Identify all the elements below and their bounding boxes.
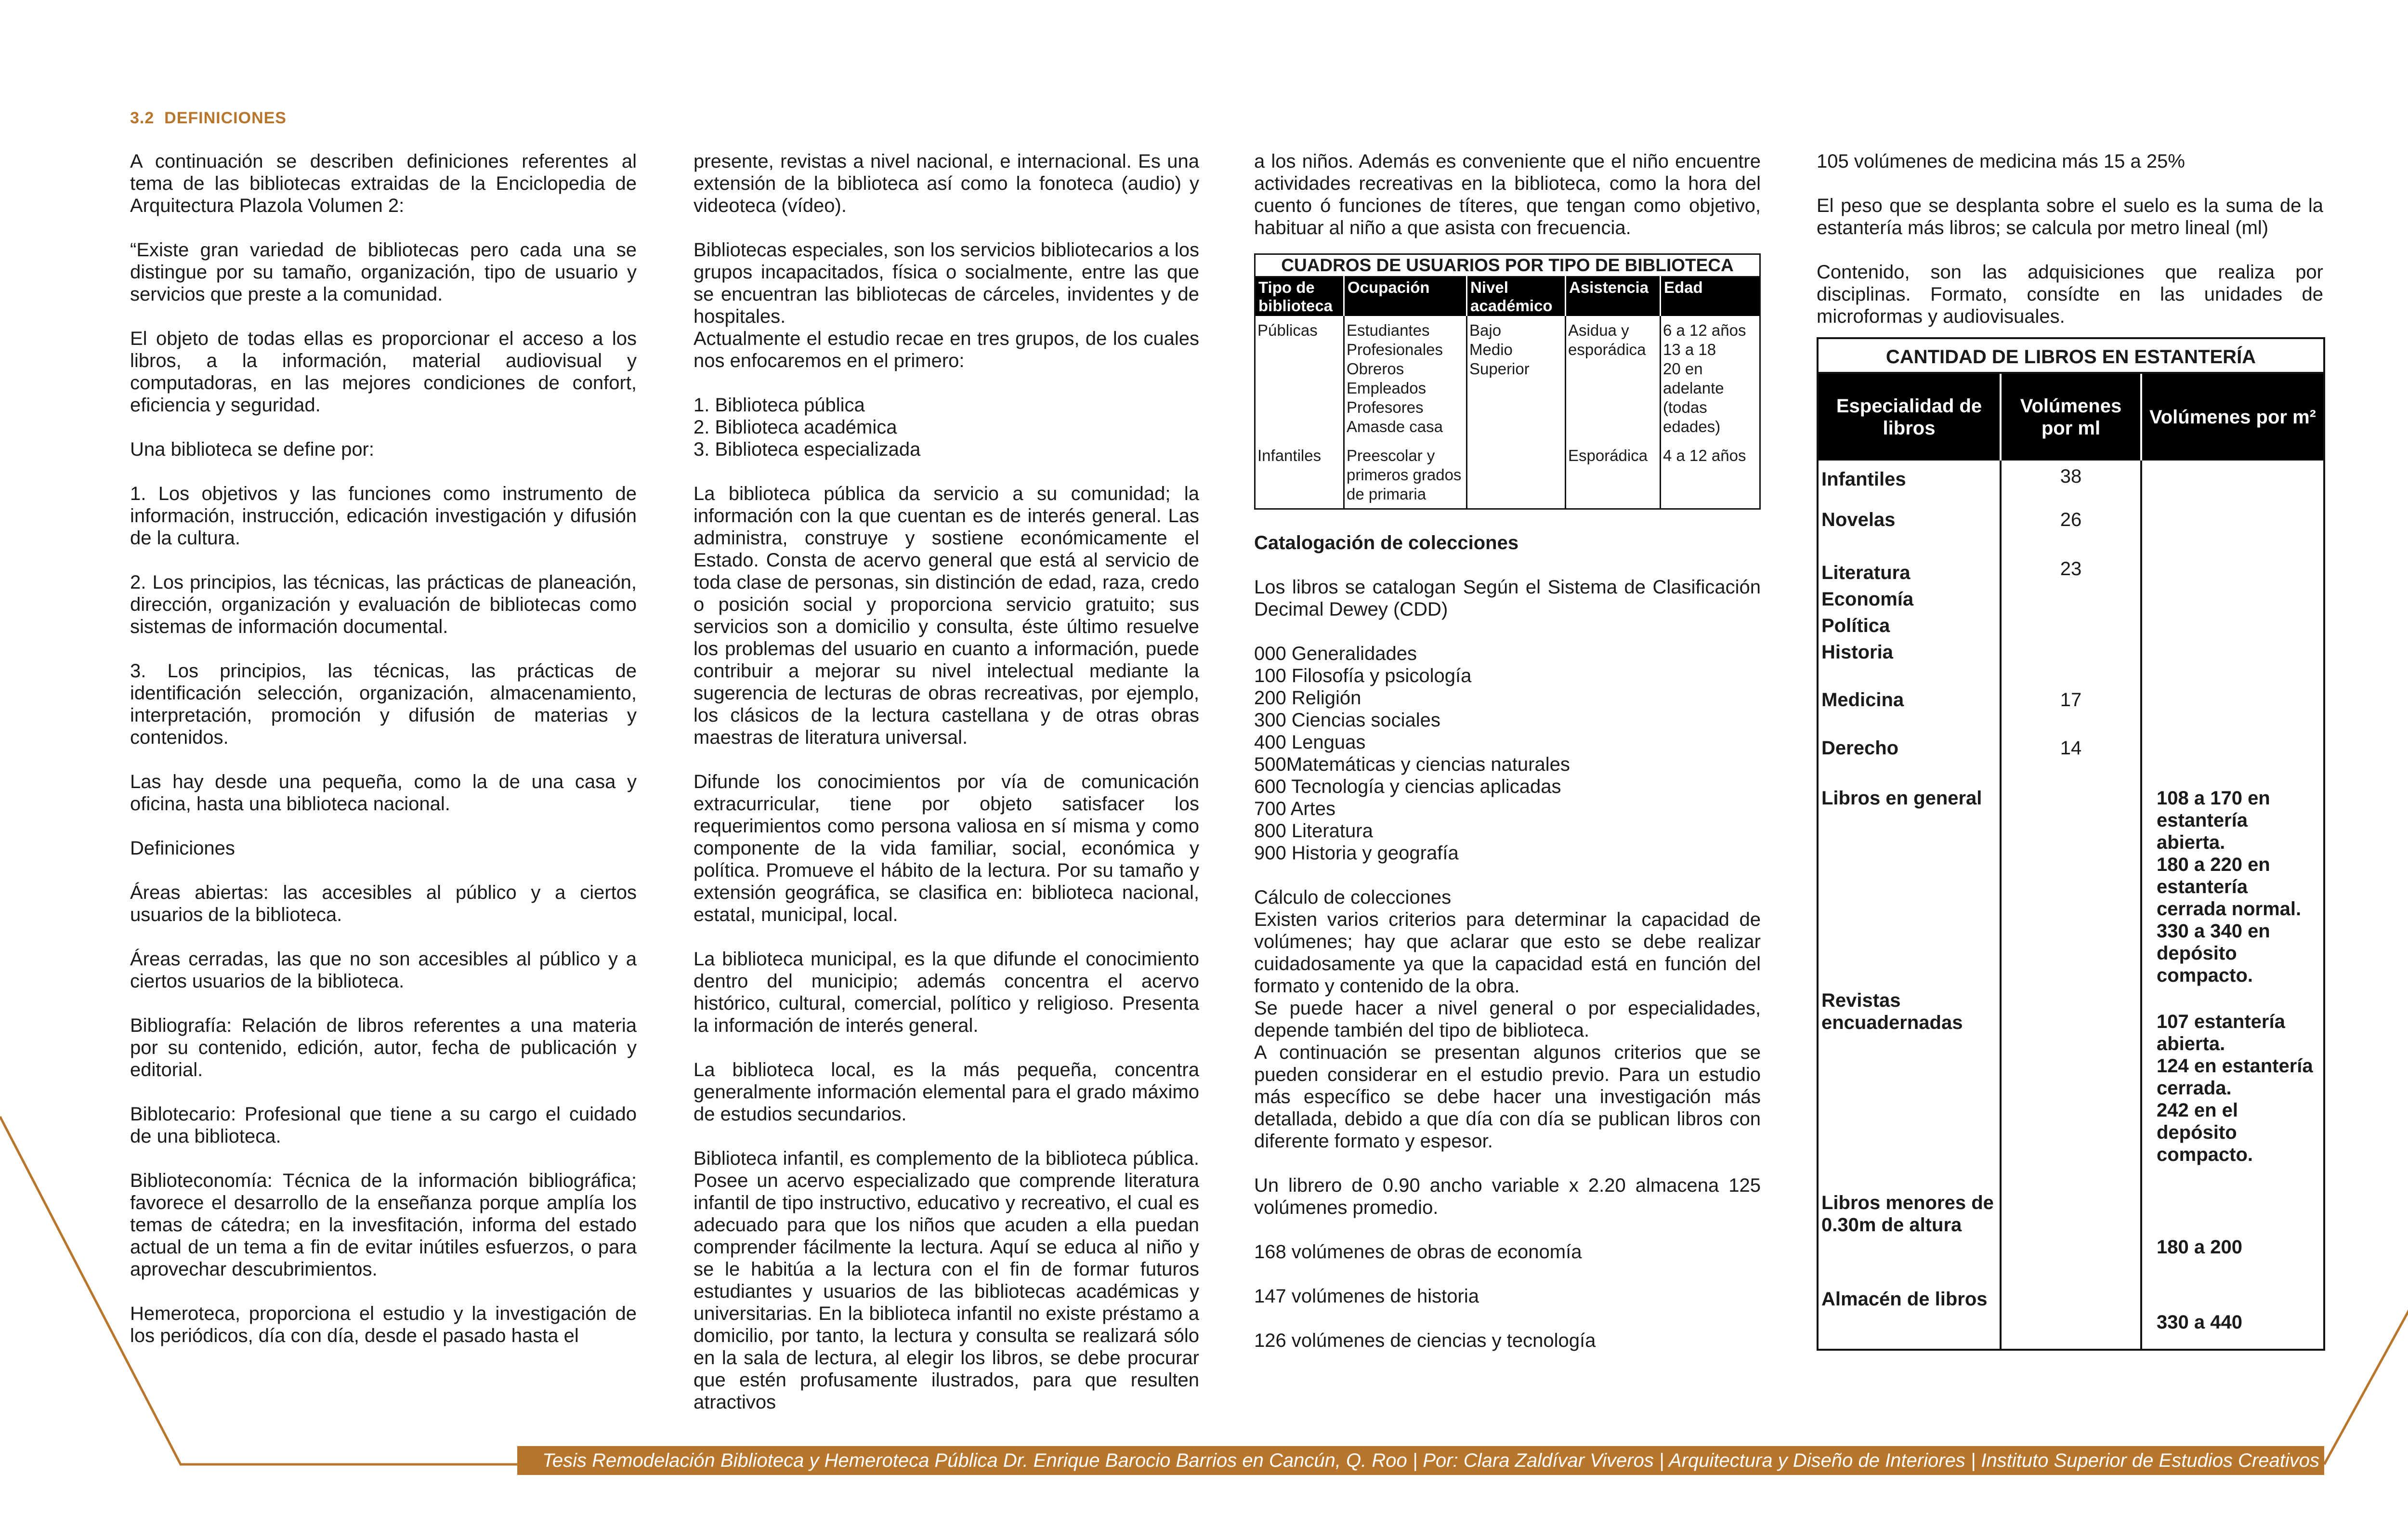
table-cell (1661, 441, 1760, 509)
catalog-paragraph: Los libros se catalogan Según el Sistema de Clasificación Decimal Dewey (CDD) (1254, 576, 1761, 620)
right-frame-line (2324, 1224, 2408, 1464)
continuation-paragraph: a los niños. Además es conveniente que el niño encuentre actividades recreativas en la biblioteca, como la hora del cuento ó funciones de títeres, que tengan como objetivo, habituar al niño a que asista con frecuencia. (1254, 151, 1761, 238)
cell-line: 108 a 170 en estantería abierta. (2157, 788, 2270, 853)
table-cell (1566, 316, 1661, 441)
shelf-table (1817, 337, 2325, 1351)
cell-line: de primaria (1347, 485, 1426, 503)
cell-line: Empleados (1347, 379, 1426, 397)
table-cell (1344, 441, 1467, 509)
cell-line: 242 en el depósito compacto. (2157, 1100, 2253, 1165)
table-cell (2141, 689, 2324, 737)
publica-paragraph: La biblioteca pública da servicio a su comunidad; la información con la que cuentan es de interés general. Las administra, construye y sostiene económicamente el Estado. Consta de acervo general que está al servicio de toda clase de personas, sin distinción de edad, raza, credo o posición social y proporciona servicio gratuito; sus servicios son a domicilio y consulta, éste último resuelve los problemas del usuario en cuanto a información, puede contribuir a mejorar su nivel intelectual mediante la sugerencia de lecturas de obras recreativas, por ejemplo, los clásicos de la lectura castellana y de otras obras maestras de literatura universal. (694, 483, 1199, 748)
cell-line: Profesores (1347, 398, 1424, 416)
table-row (1818, 461, 2324, 509)
list-item: 700 Artes (1254, 798, 1336, 819)
table-row (1818, 558, 2324, 689)
table-cell: Almacén de libros (1821, 1289, 1988, 1310)
users-table-title: CUADROS DE USUARIOS POR TIPO DE BIBLIOTECA (1254, 253, 1761, 276)
column-1 (130, 150, 637, 1369)
table-cell (2141, 787, 2324, 989)
section-heading (130, 109, 287, 128)
cell-line: 107 estantería abierta. (2157, 1011, 2285, 1054)
column-4 (1817, 150, 2323, 1351)
difunde-paragraph: Difunde los conocimientos por vía de comunicación extracurricular, tiene por objeto satisfacer los requerimientos como persona valiosa en sí misma y como componente de la vida familiar, social, económica y política. Promueve el hábito de la lectura. Por su tamaño y extensión geográfica, se clasifica en: biblioteca nacional, estatal, municipal, local. (694, 771, 1199, 925)
table-cell (1818, 558, 2001, 689)
table-row (1255, 316, 1760, 441)
dewey-list (1254, 643, 1761, 864)
areas-abiertas-paragraph: Áreas abiertas: las accesibles al público y a ciertos usuarios de la biblioteca. (130, 882, 637, 925)
calc-paragraph-1: Existen varios criterios para determinar la capacidad de volúmenes; hay que aclarar que esto se debe realizar cuidadosamente ya que la capacidad está en función del formato y contenido de la obra. (1254, 908, 1761, 997)
cell-line: 180 a 220 en estantería cerrada normal. (2157, 854, 2302, 920)
peso-paragraph: El peso que se desplanta sobre el suelo es la suma de la estantería más libros; se calcula por metro lineal (ml) (1817, 195, 2323, 238)
definiciones-heading: Definiciones (130, 838, 235, 859)
point-2-paragraph: 2. Los principios, las técnicas, las prácticas de planeación, dirección, organización y evaluación de bibliotecas como sistemas de información documental. (130, 572, 637, 637)
table-cell: 26 (2001, 509, 2141, 558)
header-cell: Asistencia (1566, 277, 1661, 316)
contenido-paragraph: Contenido, son las adquisiciones que realiza por disciplinas. Formato, consídte en las unidades de microformas y audiovisuales. (1817, 262, 2323, 327)
cell-line: Esporádica (1568, 447, 1648, 464)
sizes-paragraph: Las hay desde una pequeña, como la de una casa y oficina, hasta una biblioteca nacional. (130, 771, 637, 815)
calc-heading: Cálculo de colecciones (1254, 886, 1452, 908)
quote-paragraph: “Existe gran variedad de bibliotecas pero cada una se distingue por su tamaño, organización, tipo de usuario y servicios que preste a la comunidad. (130, 239, 637, 305)
calc-paragraph-3: A continuación se presentan algunos criterios que se pueden considerar en el estudio previo. Para un estudio más específico se debe hacer una investigación más detallada, debido a que día con día se publican libros con diferente formato y espesor. (1254, 1041, 1761, 1152)
municipal-paragraph: La biblioteca municipal, es la que difunde el conocimiento dentro del municipio; además concentra el acervo histórico, cultural, comercial, político y religioso. Presenta la información de interés general. (694, 948, 1199, 1036)
header-cell: Edad (1661, 277, 1760, 316)
table-cell (1344, 316, 1467, 441)
cell-line: primeros grados (1347, 466, 1462, 484)
column-3 (1254, 150, 1761, 1374)
list-item: 600 Tecnología y ciencias aplicadas (1254, 776, 1561, 797)
table-cell: Públicas (1257, 321, 1318, 339)
table-cell: Libros menores de 0.30m de altura (1821, 1192, 1994, 1236)
table-cell (2141, 558, 2324, 689)
section-number: 3.2 (130, 109, 155, 127)
table-cell: Infantiles (1257, 447, 1322, 464)
table-cell (1661, 316, 1760, 441)
cell-line: 4 a 12 años (1663, 447, 1746, 464)
table-cell: Libros en general (1821, 788, 1982, 809)
cell-line: Política (1821, 615, 1890, 636)
table-row (1818, 1192, 2324, 1288)
table-cell (2001, 1192, 2141, 1288)
list-item: 000 Generalidades (1254, 643, 1417, 664)
cell-line: Medio (1469, 341, 1513, 358)
users-table-header (1255, 277, 1760, 316)
librero-paragraph: Un librero de 0.90 ancho variable x 2.20 almacena 125 volúmenes promedio. (1254, 1174, 1761, 1218)
cell-line: Historia (1821, 642, 1893, 663)
table-cell (1467, 441, 1566, 509)
table-cell (2141, 737, 2324, 787)
intro-paragraph: A continuación se describen definiciones referentes al tema de las bibliotecas extraidas de la Enciclopedia de Arquitectura Plazola Volumen 2: (130, 151, 637, 216)
list-item: 400 Lenguas (1254, 731, 1366, 753)
medicina-paragraph: 105 volúmenes de medicina más 15 a 25% (1817, 151, 2185, 172)
bibliotecario-paragraph: Biblotecario: Profesional que tiene a su cargo el cuidado de una biblioteca. (130, 1104, 637, 1147)
list-item: 900 Historia y geografía (1254, 842, 1459, 864)
list-item: 100 Filosofía y psicología (1254, 665, 1472, 686)
table-row (1255, 441, 1760, 509)
cell-line: Profesionales (1347, 341, 1443, 358)
cell-line: 330 a 340 en depósito compacto. (2157, 921, 2270, 986)
biblioteconomia-paragraph: Biblioteconomía: Técnica de la información bibliográfica; favorece el desarrollo de la enseñanza porque amplía los temas de cátedra; en la invesfitación, informa del estado actual de un tema a fin de evitar inútiles esfuerzos, o para aprovechar descubrimientos. (130, 1170, 637, 1280)
header-cell: Volúmenes por m² (2141, 373, 2324, 461)
header-cell: Volúmenes por ml (2001, 373, 2141, 461)
calc-paragraph-2: Se puede hacer a nivel general o por especialidades, depende también del tipo de biblioteca. (1254, 997, 1761, 1041)
list-item: 500Matemáticas y ciencias naturales (1254, 753, 1570, 775)
defined-by-paragraph: Una biblioteca se define por: (130, 439, 374, 460)
especiales-paragraph: Bibliotecas especiales, son los servicios bibliotecarios a los grupos incapacitados, física o socialmente, entre las que se encuentran las bibliotecas de cárceles, invidentes y de hospitales. (694, 239, 1199, 327)
users-table (1254, 253, 1761, 510)
table-cell: 38 (2001, 461, 2141, 509)
catalog-heading: Catalogación de colecciones (1254, 532, 1519, 553)
infantil-paragraph: Biblioteca infantil, es complemento de la biblioteca pública. Posee un acervo especializado que comprende literatura infantil de tipo instructivo, educativo y recreativo, el cual es adecuado para que los niños que acuden a ella puedan comprender fácilmente la lectura. Aquí se educa al niño y se le habitúa a la lectura con el fin de formar futuros estudiantes y usuarios de las bibliotecas académicas y universitarias. En la biblioteca infantil no existe préstamo a domicilio, por tanto, la lectura y consulta se realizará sólo en la sala de lectura, al elegir los libros, se debe procurar que estén profusamente ilustrados, para que resulten atractivos (694, 1148, 1199, 1413)
table-cell (2141, 461, 2324, 509)
table-cell: Infantiles (1821, 469, 1906, 490)
cell-line: 13 a 18 (1663, 341, 1716, 358)
economia-paragraph: 168 volúmenes de obras de economía (1254, 1241, 1582, 1263)
list-item: 300 Ciencias sociales (1254, 709, 1440, 731)
cell-line: 6 a 12 años (1663, 321, 1746, 339)
continuation-paragraph: presente, revistas a nivel nacional, e internacional. Es una extensión de la biblioteca así como la fonoteca (audio) y videoteca (vídeo). (694, 151, 1199, 216)
shelf-table-title: CANTIDAD DE LIBROS EN ESTANTERÍA (1818, 338, 2324, 373)
historia-paragraph: 147 volúmenes de historia (1254, 1285, 1479, 1307)
table-cell (2001, 1288, 2141, 1350)
table-cell: 17 (2001, 689, 2141, 737)
table-cell (1566, 441, 1661, 509)
table-row (1818, 737, 2324, 787)
cell-line: 20 en adelante (1663, 360, 1724, 397)
point-3-paragraph: 3. Los principios, las técnicas, las prácticas de identificación selección, organización, almacenamiento, interpretación, promoción y difusión de materias y contenidos. (130, 660, 637, 748)
table-cell: 330 a 440 (2141, 1288, 2324, 1350)
cell-line: esporádica (1568, 341, 1646, 358)
cell-line: Literatura (1821, 562, 1911, 583)
section-title: DEFINICIONES (164, 109, 287, 127)
footer-band: Tesis Remodelación Biblioteca y Hemeroteca Pública Dr. Enrique Barocio Barrios en Cancún, Q. Roo | Por: Clara Zaldívar Viveros | Arquitectura y Diseño de Interiores | Instituto Superior de Estudios Creativos (517, 1446, 2324, 1475)
cell-line: (todas edades) (1663, 398, 1721, 435)
list-item: 1. Biblioteca pública (694, 395, 865, 416)
table-cell: Derecho (1821, 737, 1899, 759)
ciencias-paragraph: 126 volúmenes de ciencias y tecnología (1254, 1329, 1596, 1351)
table-cell (2001, 787, 2141, 989)
table-cell: Novelas (1821, 509, 1896, 530)
list-item: 2. Biblioteca académica (694, 417, 897, 438)
areas-cerradas-paragraph: Áreas cerradas, las que no son accesibles al público y a ciertos usuarios de la biblioteca. (130, 948, 637, 992)
column-2 (694, 150, 1199, 1435)
cell-line: Preescolar y (1347, 447, 1435, 464)
objective-paragraph: El objeto de todas ellas es proporcionar el acceso a los libros, a la información, material audiovisual y computadoras, en las mejores condiciones de confort, eficiencia y seguridad. (130, 328, 637, 416)
table-cell: 14 (2001, 737, 2141, 787)
local-paragraph: La biblioteca local, es la más pequeña, concentra generalmente información elemental para el grado máximo de estudios secundarios. (694, 1059, 1199, 1125)
table-row (1818, 689, 2324, 737)
header-cell: Ocupación (1344, 277, 1467, 316)
cell-line: Estudiantes (1347, 321, 1430, 339)
bibliografia-paragraph: Bibliografía: Relación de libros referentes a una materia por su contenido, edición, autor, fecha de publicación y editorial. (130, 1015, 637, 1080)
list-item: 800 Literatura (1254, 820, 1373, 842)
estudio-paragraph: Actualmente el estudio recae en tres grupos, de los cuales nos enfocaremos en el primero: (694, 328, 1199, 371)
table-cell: Medicina (1821, 689, 1904, 711)
list-item: 200 Religión (1254, 687, 1361, 709)
list-item: 3. Biblioteca especializada (694, 439, 921, 460)
table-cell (2001, 989, 2141, 1192)
header-cell: Nivel académico (1467, 277, 1566, 316)
shelf-table-header (1818, 373, 2324, 461)
cell-line: Superior (1469, 360, 1530, 378)
header-cell: Tipo de biblioteca (1255, 277, 1344, 316)
cell-line: Economía (1821, 589, 1914, 610)
hemeroteca-paragraph: Hemeroteca, proporciona el estudio y la investigación de los periódicos, día con día, desde el pasado hasta el (130, 1303, 637, 1346)
table-row (1818, 509, 2324, 558)
table-cell (2141, 509, 2324, 558)
cell-line: Bajo (1469, 321, 1502, 339)
table-cell: 23 (2001, 558, 2141, 689)
table-row (1818, 989, 2324, 1192)
header-cell: Especialidad de libros (1818, 373, 2001, 461)
cell-line: Asidua y (1568, 321, 1629, 339)
table-cell (1467, 316, 1566, 441)
cell-line: Obreros (1347, 360, 1404, 378)
table-cell: Revistas encuadernadas (1821, 990, 1963, 1033)
table-row (1818, 787, 2324, 989)
cell-line: Amasde casa (1347, 418, 1443, 435)
table-row (1818, 1288, 2324, 1350)
table-cell: 180 a 200 (2141, 1192, 2324, 1288)
library-groups-list (694, 394, 1199, 461)
point-1-paragraph: 1. Los objetivos y las funciones como instrumento de información, instrucción, edicación investigación y difusión de la cultura. (130, 483, 637, 549)
cell-line: 124 en estantería cerrada. (2157, 1055, 2313, 1099)
table-cell (2141, 989, 2324, 1192)
